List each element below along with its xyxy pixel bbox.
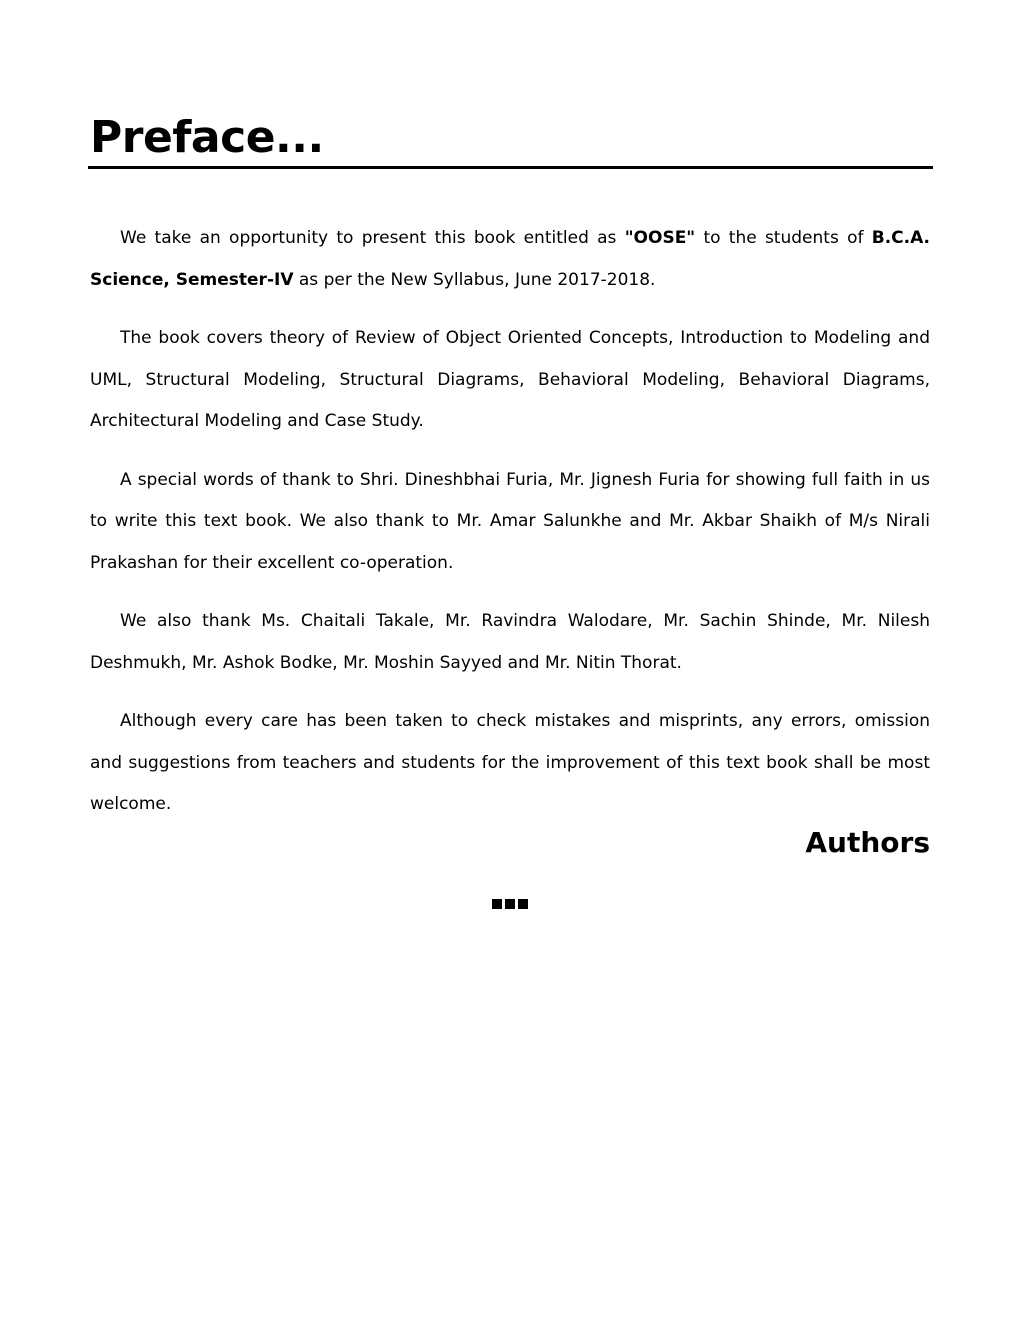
square-icon <box>518 899 528 909</box>
end-mark <box>492 899 528 909</box>
title-rule <box>88 166 933 169</box>
text: to the students of <box>695 228 872 248</box>
book-title: "OOSE" <box>624 228 696 248</box>
text: We take an opportunity to present this book entitled as <box>120 228 625 248</box>
square-icon <box>505 899 515 909</box>
paragraph-1 <box>90 218 930 301</box>
paragraph-5: Although every care has been taken to check mistakes and misprints, any errors, omission and suggestions from teachers and students for the improvement of this text book shall be most welcome. <box>90 711 930 814</box>
preface-body <box>90 218 930 843</box>
page-title: Preface... <box>90 112 324 163</box>
paragraph-2: The book covers theory of Review of Object Oriented Concepts, Introduction to Modeling and UML, Structural Modeling, Structural Diagrams, Behavioral Modeling, Behavioral Diagrams, Architectural Modeling and Case Study. <box>90 328 930 431</box>
text: as per the New Syllabus, June 2017-2018. <box>293 269 656 290</box>
square-icon <box>492 899 502 909</box>
paragraph-4: We also thank Ms. Chaitali Takale, Mr. Ravindra Walodare, Mr. Sachin Shinde, Mr. Nilesh Deshmukh, Mr. Ashok Bodke, Mr. Moshin Sayyed and Mr. Nitin Thorat. <box>90 611 930 673</box>
signature: Authors <box>805 826 930 859</box>
paragraph-3: A special words of thank to Shri. Dineshbhai Furia, Mr. Jignesh Furia for showing full faith in us to write this text book. We also thank to Mr. Amar Salunkhe and Mr. Akbar Shaikh of M/s Nirali Prakashan for their excellent co-operation. <box>90 469 930 573</box>
course-name: B.C.A. Science, Semester-IV <box>90 228 931 290</box>
